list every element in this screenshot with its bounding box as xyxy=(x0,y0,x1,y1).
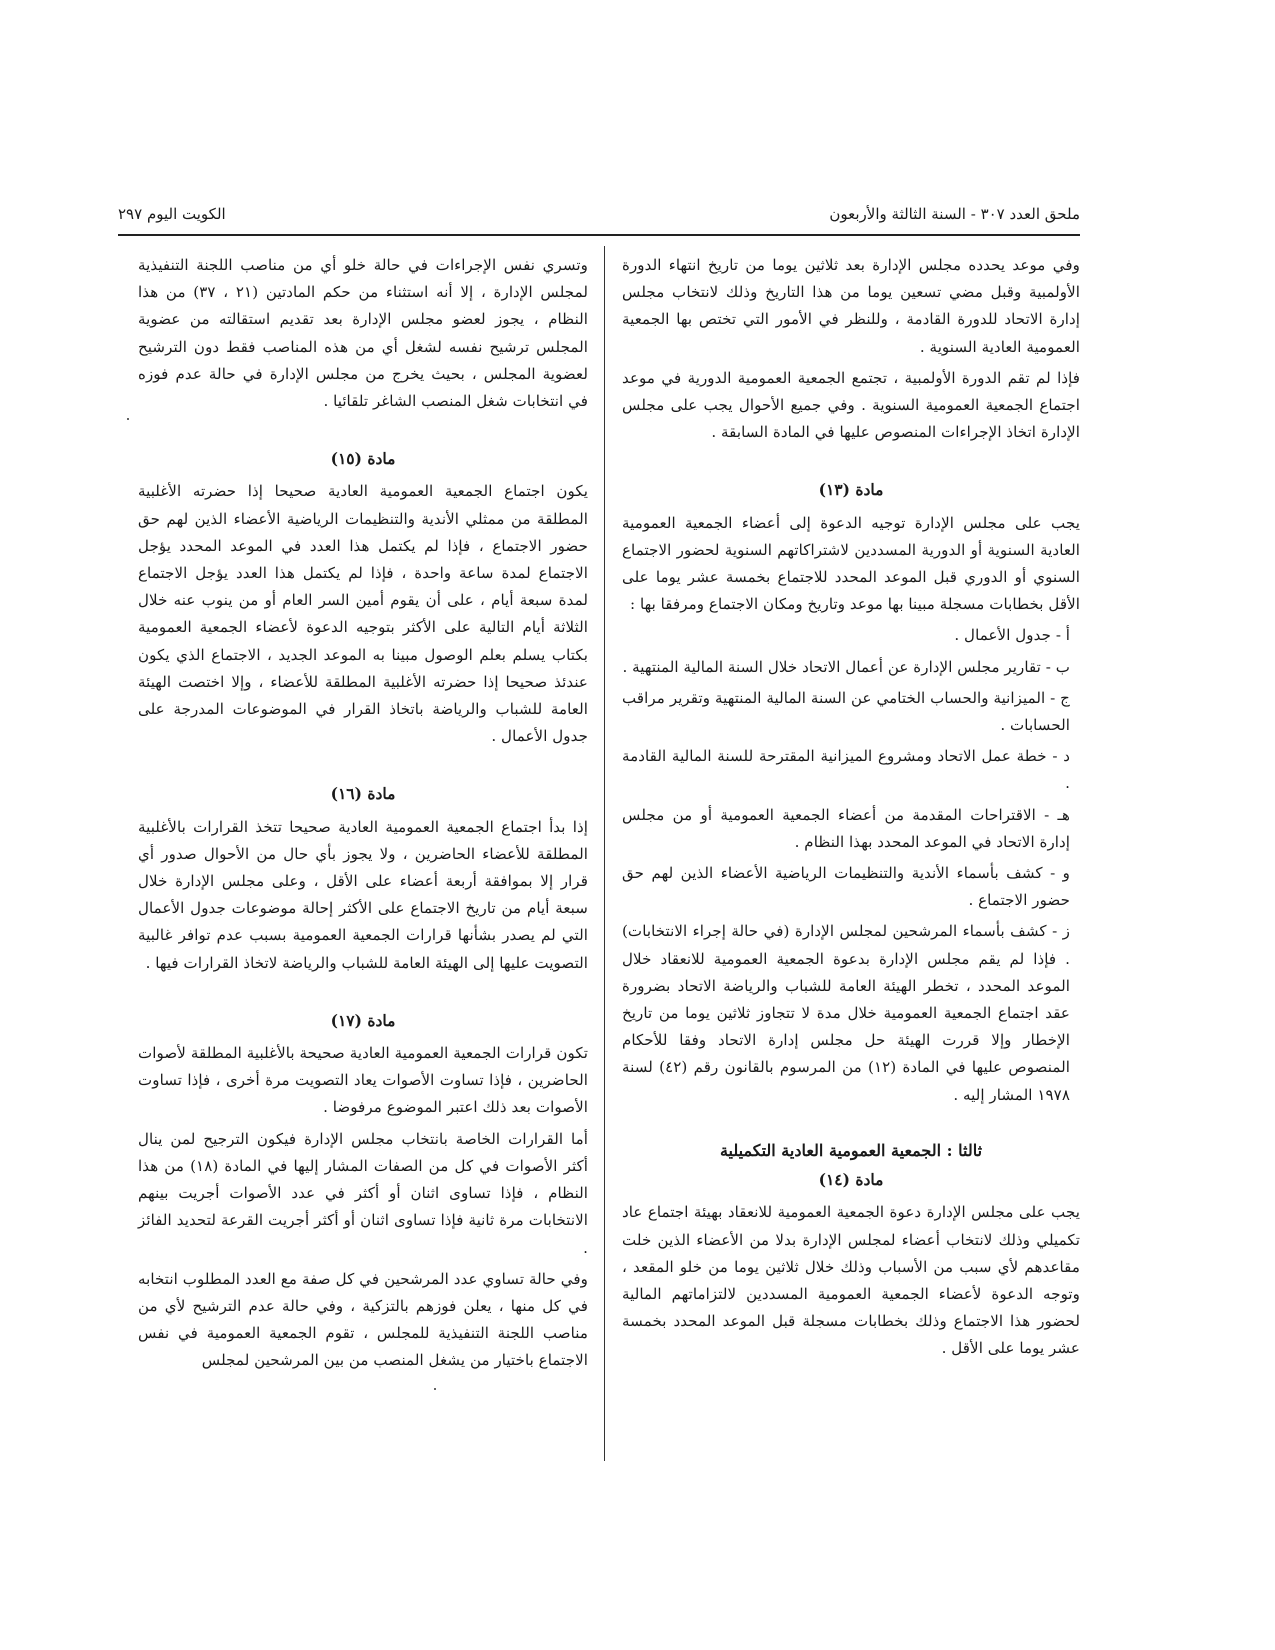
list-item: ب - تقارير مجلس الإدارة عن أعمال الاتحاد خلال السنة المالية المنتهية . xyxy=(622,657,1070,676)
header-issue-info: ملحق العدد ٣٠٧ - السنة الثالثة والأربعون xyxy=(829,205,1080,223)
list-item: ج - الميزانية والحساب الختامي عن السنة المالية المنتهية وتقرير مراقب الحسابات . xyxy=(622,688,1070,735)
left-column xyxy=(138,252,588,1379)
page-header xyxy=(118,201,1080,229)
paragraph: وفي حالة تساوي عدد المرشحين في كل صفة مع العدد المطلوب انتخابه في كل منها ، يعلن فوزهم بالتزكية ، وفي حالة عدم الترشيح لأي من مناصب اللجنة التنفيذية للمجلس ، تقوم الجمعية العمومية في نفس الاجتماع باختيار من يشغل المنصب من بين المرشحين لمجلس xyxy=(138,1269,588,1370)
paragraph: وفي موعد يحدده مجلس الإدارة بعد ثلاثين يوما من تاريخ انتهاء الدورة الأولمبية وقبل مضي تسعين يوما من هذا التاريخ وذلك لانتخاب مجلس إدارة الاتحاد للدورة القادمة ، وللنظر في الأمور التي تختص بها الجمعية العمومية العادية السنوية . xyxy=(622,256,1080,356)
right-column xyxy=(622,252,1080,1367)
scan-speck xyxy=(434,1388,436,1390)
paragraph: تكون قرارات الجمعية العمومية العادية صحيحة بالأغلبية المطلقة لأصوات الحاضرين ، فإذا تساوت الأصوات يعاد التصويت مرة أخرى ، فإذا تساوت الأصوات بعد ذلك اعتبر الموضوع مرفوضا . xyxy=(138,1044,588,1117)
paragraph: فإذا لم تقم الدورة الأولمبية ، تجتمع الجمعية العمومية الدورية في موعد اجتماع الجمعية العمومية السنوية . وفي جميع الأحوال يجب على مجلس الإدارة اتخاذ الإجراءات المنصوص عليها في المادة السابقة . xyxy=(622,368,1080,442)
header-divider xyxy=(118,234,1080,236)
list-item: و - كشف بأسماء الأندية والتنظيمات الرياضية الأعضاء الذين لهم حق حضور الاجتماع . xyxy=(622,864,1070,910)
article-14-title: مادة (١٤) xyxy=(818,1170,884,1190)
article-17-title: مادة (١٧) xyxy=(330,1010,396,1030)
scan-speck xyxy=(127,418,129,420)
paragraph: يجب على مجلس الإدارة توجيه الدعوة إلى أعضاء الجمعية العمومية العادية السنوية أو الدورية المسددين لاشتراكاتهم السنوية لحضور الاجتماع السنوي أو الدوري قبل الموعد المحدد للاجتماع بخمسة عشر يوما على الأقل بخطابات مسجلة مبينا بها موعد وتاريخ ومكان الاجتماع ومرفقا بها : xyxy=(622,513,1080,614)
list-item: أ - جدول الأعمال . xyxy=(954,626,1070,645)
list-item: د - خطة عمل الاتحاد ومشروع الميزانية المقترحة للسنة المالية القادمة . xyxy=(622,747,1070,793)
article-16-title: مادة (١٦) xyxy=(330,784,396,804)
paragraph: يجب على مجلس الإدارة دعوة الجمعية العمومية للانعقاد بهيئة اجتماع عاد تكميلي وذلك لانتخاب أعضاء لمجلس الإدارة بدلا من الأعضاء الذين خلت مقاعدهم لأي سبب من الأسباب وذلك خلال ثلاثين يوما من خلو المقعد ، وتوجه الدعوة لأعضاء الجمعية العمومية المسددين لالتزاماتهم المالية لحضور هذا الاجتماع وذلك بخطابات مسجلة قبل الموعد المحدد بخمسة عشر يوما على الأقل . xyxy=(622,1203,1080,1358)
list-item: هـ - الاقتراحات المقدمة من أعضاء الجمعية العمومية أو من مجلس إدارة الاتحاد في الموعد المحدد بهذا النظام . xyxy=(622,805,1070,851)
article-13-title: مادة (١٣) xyxy=(818,480,884,500)
section-3-title: ثالثا : الجمعية العمومية العادية التكميلية xyxy=(719,1140,983,1160)
paragraph: يكون اجتماع الجمعية العمومية العادية صحيحا إذا حضرته الأغلبية المطلقة من ممثلي الأندية والتنظيمات الرياضية الأعضاء الذين لهم حق حضور الاجتماع ، فإذا لم يكتمل هذا العدد في الموعد المحدد يؤجل الاجتماع لمدة ساعة واحدة ، فإذا لم يكتمل هذا العدد يؤجل الاجتماع لمدة سبعة أيام ، على أن يقوم أمين السر العام أو من ينوب عنه خلال الثلاثة أيام التالية على الأكثر بتوجيه الدعوة لأعضاء الجمعية العمومية بكتاب يسلم بعلم الوصول مبينا به الموعد الجديد ، الاجتماع الذي يكون عندئذ صحيحا إذا حضرته الأغلبية المطلقة للأعضاء ، وإلا اختصت الهيئة العامة للشباب والرياضة باتخاذ القرار في الموضوعات المدرجة على جدول الأعمال . xyxy=(138,482,588,746)
column-divider xyxy=(604,246,605,1461)
header-journal-page: الكويت اليوم ٢٩٧ xyxy=(118,205,226,223)
paragraph: إذا بدأ اجتماع الجمعية العمومية العادية صحيحا تتخذ القرارات بالأغلبية المطلقة للأعضاء الحاضرين ، ولا يجوز بأي حال من الأحوال صدور أي قرار إلا بموافقة أربعة أعضاء على الأقل ، وعلى مجلس الإدارة خلال سبعة أيام من تاريخ الاجتماع على الأكثر إحالة موضوعات جدول الأعمال التي لم يصدر بشأنها قرارات الجمعية العمومية بسبب عدم توافر غالبية التصويت عليها إلى الهيئة العامة للشباب والرياضة لاتخاذ القرارات فيها . xyxy=(138,817,588,972)
paragraph: وتسري نفس الإجراءات في حالة خلو أي من مناصب اللجنة التنفيذية لمجلس الإدارة ، إلا أنه استثناء من حكم المادتين (٢١ ، ٣٧) من هذا النظام ، يجوز لعضو مجلس الإدارة بعد تقديم استقالته من عضوية المجلس ترشيح نفسه لشغل أي من هذه المناصب فقط دون الترشيح لعضوية المجلس ، بحيث يخرج من مجلس الإدارة في حالة عدم فوزه في انتخابات شغل المنصب الشاغر تلقائيا . xyxy=(138,256,589,411)
paragraph: أما القرارات الخاصة بانتخاب مجلس الإدارة فيكون الترجيح لمن ينال أكثر الأصوات في كل من الصفات المشار إليها في المادة (١٨) من هذا النظام ، فإذا تساوى اثنان أو أكثر في عدد الأصوات أجريت بينهم الانتخابات مرة ثانية فإذا تساوى اثنان أو أكثر أجريت القرعة لتحديد الفائز . xyxy=(138,1129,588,1257)
list-item: ز - كشف بأسماء المرشحين لمجلس الإدارة (في حالة إجراء الانتخابات) . فإذا لم يقم مجلس الإدارة بدعوة الجمعية العمومية للانعقاد خلال الموعد المحدد ، تخطر الهيئة العامة للشباب والرياضة الاتحاد بضرورة عقد اجتماع الجمعية العمومية خلال مدة لا تتجاوز ثلاثين يوما من تاريخ الإخطار وإلا قررت الهيئة حل مجلس إدارة الاتحاد وفقا للأحكام المنصوص عليها في المادة (١٢) من المرسوم بالقانون رقم (٤٢) لسنة ١٩٧٨ المشار إليه . xyxy=(622,922,1071,1104)
article-15-title: مادة (١٥) xyxy=(330,449,396,469)
